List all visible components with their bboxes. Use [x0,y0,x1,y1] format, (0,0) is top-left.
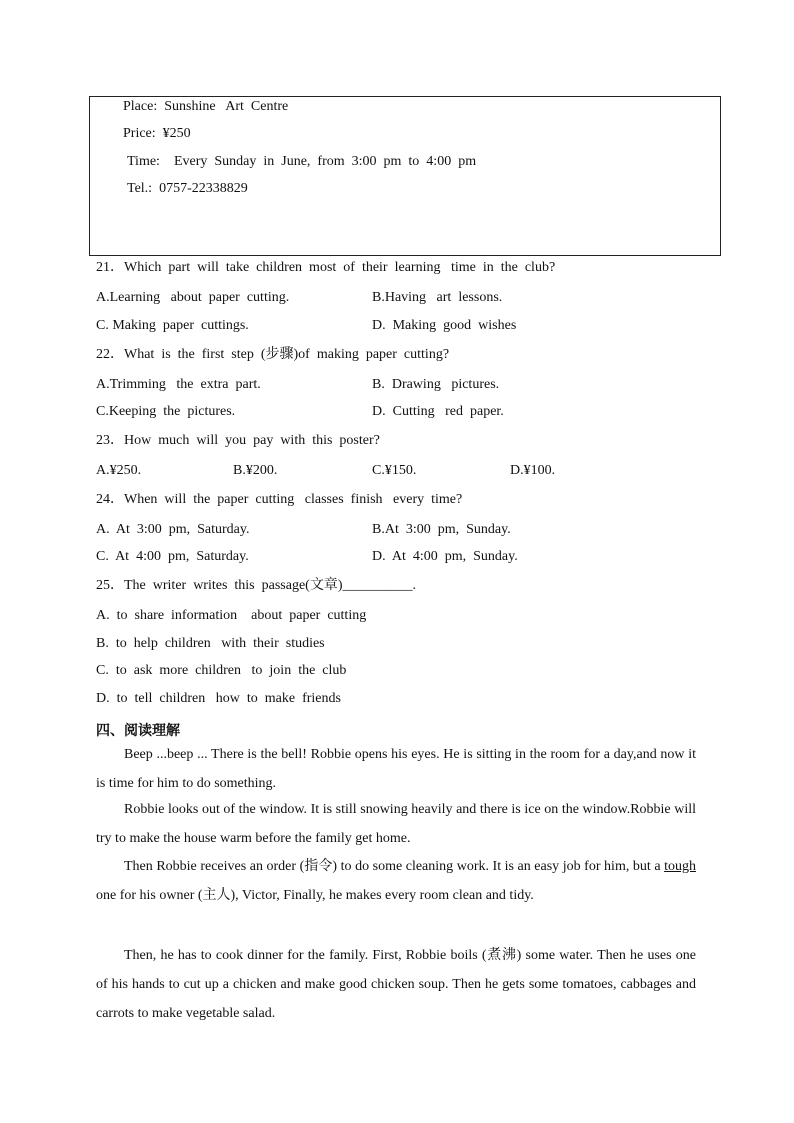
question-23-stem: 23．How much will you pay with this poster? [96,433,380,448]
question-22-stem: 22．What is the first step (步骤)of making paper cutting? [96,347,450,362]
poster-price: Price: ¥250 [123,126,191,141]
poster-time: Time: Every Sunday in June, from 3:00 pm to 4:00 pm [127,154,477,169]
question-25-stem: 25．The writer writes this passage(文章)__________. [96,578,416,593]
poster-tel: Tel.: 0757-22338829 [127,181,248,196]
question-25-option-d: D. to tell children how to make friends [96,691,341,706]
question-22-option-c: C.Keeping the pictures. [96,404,236,419]
question-24-option-a: A. At 3:00 pm, Saturday. [96,522,250,537]
question-21-option-a: A.Learning about paper cutting. [96,290,290,305]
question-21-option-d: D. Making good wishes [372,318,517,333]
question-21-stem: 21．Which part will take children most of their learning time in the club? [96,260,556,275]
passage-paragraph-3 [96,852,696,910]
question-25-option-a: A. to share information about paper cutting [96,608,367,623]
question-25-option-b: B. to help children with their studies [96,636,325,651]
question-24-stem: 24．When will the paper cutting classes finish every time? [96,492,463,507]
question-23-option-c: C.¥150. [372,463,417,478]
question-23-option-d: D.¥100. [510,463,556,478]
question-22-option-d: D. Cutting red paper. [372,404,504,419]
question-23-option-b: B.¥200. [233,463,278,478]
passage-paragraph-2: Robbie looks out of the window. It is still snowing heavily and there is ice on the window.Robbie will try to make the house warm before the family get home. [96,802,696,846]
question-21-option-c: C. Making paper cuttings. [96,318,249,333]
question-22-option-a: A.Trimming the extra part. [96,377,261,392]
passage-paragraph-1: Beep ...beep ... There is the bell! Robbie opens his eyes. He is sitting in the room for a day,and now it is time for him to do something. [96,747,696,791]
question-24-option-b: B.At 3:00 pm, Sunday. [372,522,511,537]
paragraph-3-text-before: Then Robbie receives an order (指令) to do some cleaning work. It is an easy job for him, but a [124,859,665,874]
question-23-option-a: A.¥250. [96,463,142,478]
question-24-option-c: C. At 4:00 pm, Saturday. [96,549,249,564]
question-25-option-c: C. to ask more children to join the club [96,663,347,678]
paragraph-3-text-after: one for his owner (主人), Victor, Finally, he makes every room clean and tidy. [96,888,534,903]
passage-paragraph-4: Then, he has to cook dinner for the family. First, Robbie boils (煮沸) some water. Then he uses one of his hands to cut up a chicken and make good chicken soup. Then he gets some tomatoes, cabbages and carrots to make vegetable salad. [96,948,696,1021]
section-heading: 四、阅读理解 [96,723,180,739]
poster-box [89,96,721,256]
question-24-option-d: D. At 4:00 pm, Sunday. [372,549,518,564]
question-21-option-b: B.Having art lessons. [372,290,503,305]
underlined-word-tough: tough [664,859,696,874]
poster-place: Place: Sunshine Art Centre [123,99,289,114]
question-22-option-b: B. Drawing pictures. [372,377,500,392]
